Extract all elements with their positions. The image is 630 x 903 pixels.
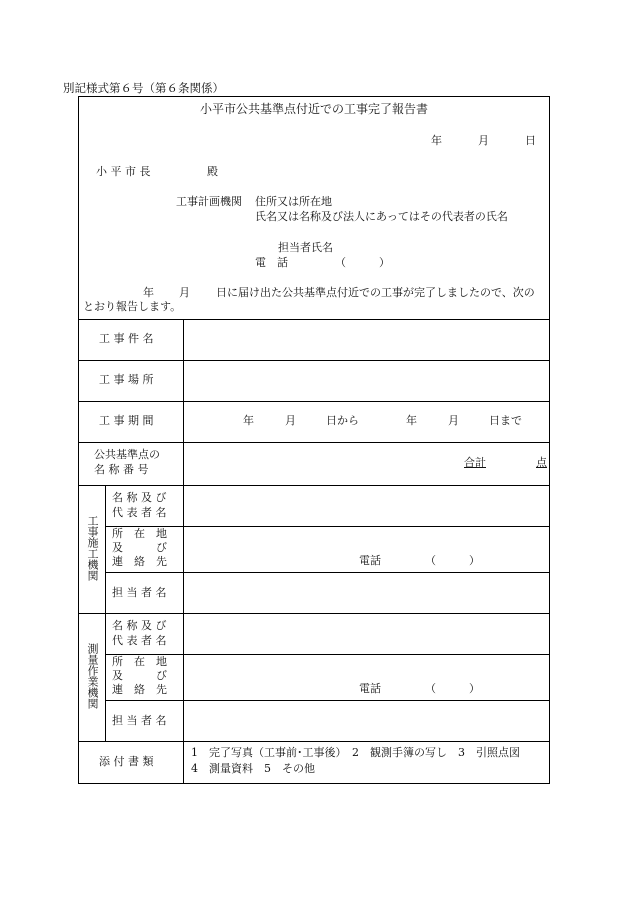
benchmark-total-unit: 点: [536, 456, 547, 469]
survey-org-label: 測量作業機関: [86, 643, 99, 709]
survey-phone-paren: （ ）: [425, 682, 480, 695]
construction-loc-label-3: 連 絡 先: [112, 555, 167, 568]
date-month: 月: [478, 134, 489, 147]
construction-phone-paren: （ ）: [425, 554, 480, 567]
construction-phone-label: 電話: [359, 554, 381, 567]
construction-org-label: 工事施工機関: [86, 515, 99, 581]
survey-rep-label-1: 名 称 及 び: [112, 619, 167, 632]
work-name-field[interactable]: [185, 321, 547, 359]
period-end-month: 月: [448, 414, 459, 427]
construction-rep-label-1: 名 称 及 び: [112, 491, 167, 504]
survey-loc-label-1: 所 在 地: [112, 655, 167, 668]
addressee-name: 小 平 市 長: [96, 165, 151, 178]
work-period-label: 工 事 期 間: [99, 414, 154, 427]
addressee-honorific: 殿: [207, 165, 218, 178]
date-day: 日: [525, 134, 536, 147]
period-start-year: 年: [243, 414, 254, 427]
date-year: 年: [431, 134, 442, 147]
period-end-day: 日まで: [489, 414, 522, 427]
construction-person-label: 担 当 者 名: [112, 586, 167, 599]
benchmark-total-label: 合計: [464, 456, 486, 469]
attachments-label: 添 付 書 類: [99, 755, 154, 768]
construction-loc-label-1: 所 在 地: [112, 527, 167, 540]
statement-line2: とおり報告します。: [83, 300, 182, 313]
applicant-phone-paren: （ ）: [335, 256, 390, 269]
work-name-label: 工 事 件 名: [99, 332, 154, 345]
address-label: 住所又は所在地: [255, 195, 332, 208]
attachments-line-2: 4 測量資料 5 その他: [191, 762, 315, 775]
statement-month: 月: [179, 286, 190, 299]
period-end-year: 年: [406, 414, 417, 427]
applicant-phone-label: 電 話: [255, 256, 288, 269]
survey-loc-label-2: 及 び: [112, 669, 167, 682]
period-start-month: 月: [285, 414, 296, 427]
work-place-field[interactable]: [185, 362, 547, 400]
benchmark-label-1: 公共基準点の: [94, 448, 160, 461]
form-title: 小平市公共基準点付近での工事完了報告書: [199, 102, 428, 116]
work-place-label: 工 事 場 所: [99, 373, 154, 386]
report-form: [78, 96, 550, 784]
name-label: 氏名又は名称及び法人にあってはその代表者の氏名: [255, 210, 508, 223]
survey-rep-label-2: 代 表 者 名: [112, 634, 167, 647]
planning-org-label: 工事計画機関: [176, 195, 242, 208]
survey-loc-label-3: 連 絡 先: [112, 683, 167, 696]
survey-phone-label: 電話: [359, 682, 381, 695]
period-start-day: 日から: [326, 414, 359, 427]
statement-year: 年: [143, 286, 154, 299]
construction-rep-label-2: 代 表 者 名: [112, 506, 167, 519]
survey-person-label: 担 当 者 名: [112, 714, 167, 727]
construction-loc-label-2: 及 び: [112, 541, 167, 554]
benchmark-label-2: 名 称 番 号: [94, 463, 149, 476]
form-number: 別記様式第６号（第６条関係）: [63, 81, 224, 95]
person-in-charge-label: 担当者氏名: [278, 241, 333, 254]
statement-text: 日に届け出た公共基準点付近での工事が完了しましたので、次の: [216, 286, 535, 299]
attachments-line-1: 1 完了写真（工事前･工事後） 2 観測手簿の写し 3 引照点図: [191, 746, 520, 759]
